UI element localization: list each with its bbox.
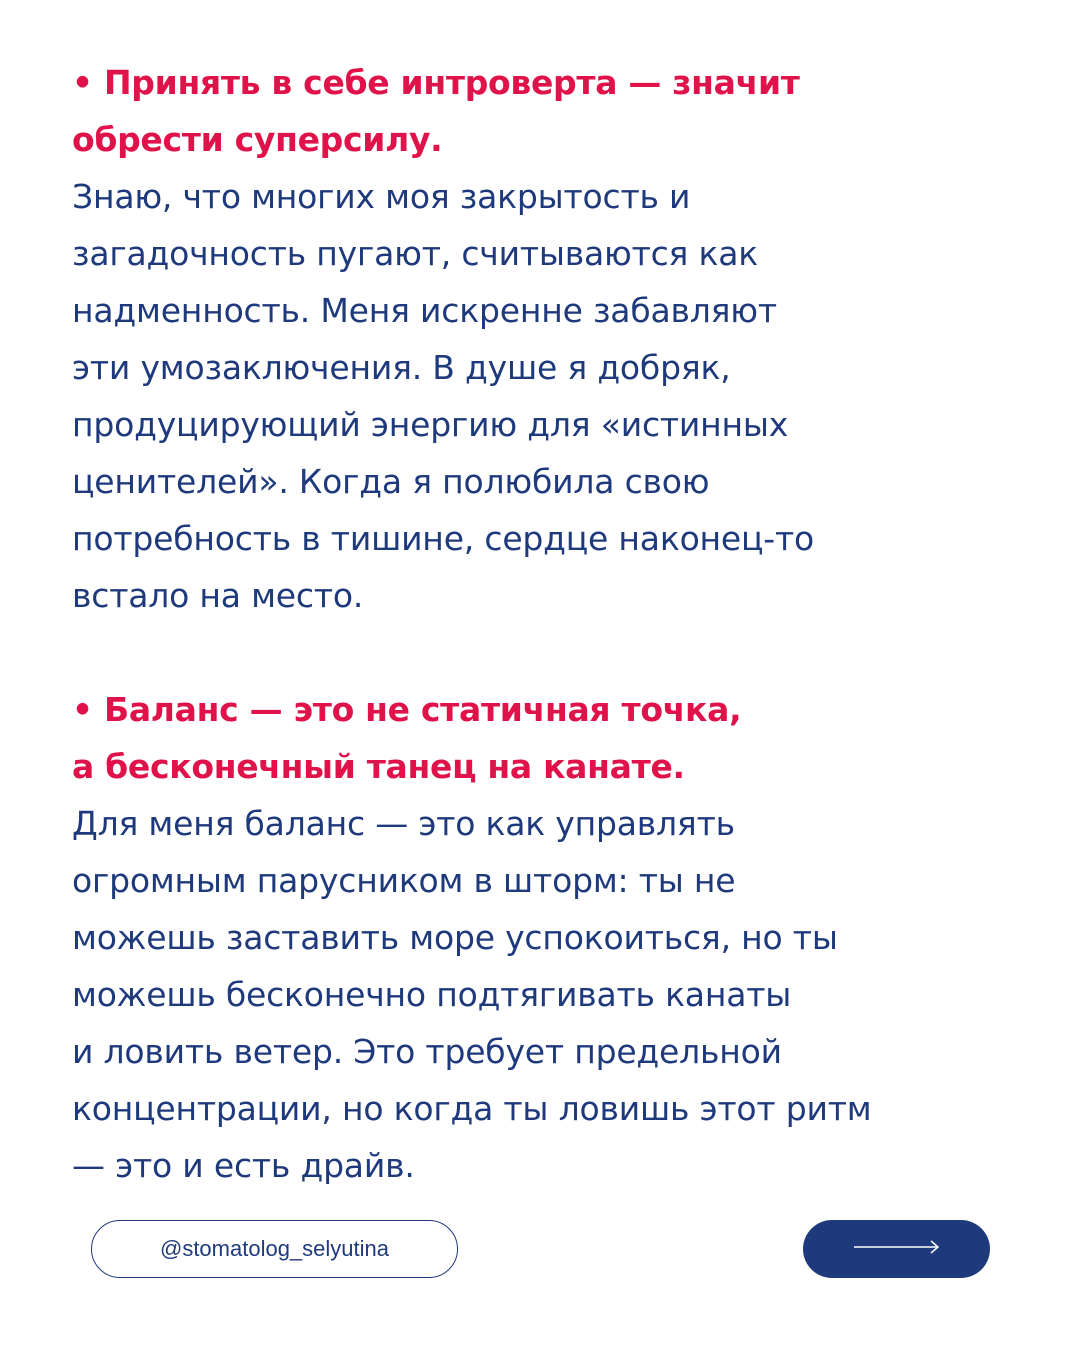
section1-heading-line: обрести суперсилу. [72, 120, 443, 159]
section1-body-line: надменность. Меня искренне забавляют [72, 291, 777, 330]
arrow-right-icon [852, 1239, 942, 1260]
section2-body-line: концентрации, но когда ты ловишь этот ритм [72, 1089, 872, 1128]
section2-heading-line: • Баланс — это не статичная точка, [72, 690, 742, 729]
content [72, 54, 1022, 1194]
section2-heading [72, 681, 1022, 795]
section2-body-line: огромным парусником в шторм: ты не [72, 861, 736, 900]
section2-body-line: и ловить ветер. Это требует предельной [72, 1032, 782, 1071]
section1-body [72, 168, 1022, 624]
section2-body-line: Для меня баланс — это как управлять [72, 804, 735, 843]
section2-body-line: можешь бесконечно подтягивать канаты [72, 975, 792, 1014]
section1-body-line: потребность в тишине, сердце наконец-то [72, 519, 815, 558]
section1-body-line: встало на место. [72, 576, 364, 615]
next-slide-button[interactable] [803, 1220, 990, 1278]
section1-heading-line: • Принять в себе интроверта — значит [72, 63, 800, 102]
section2-heading-line: а бесконечный танец на канате. [72, 747, 685, 786]
section1-body-line: продуцирующий энергию для «истинных [72, 405, 789, 444]
section1-body-line: ценителей». Когда я полюбила свою [72, 462, 710, 501]
section1-heading [72, 54, 1022, 168]
section-spacer [72, 624, 1022, 681]
section1-body-line: эти умозаключения. В душе я добряк, [72, 348, 731, 387]
account-handle-button[interactable] [91, 1220, 458, 1278]
section2-body [72, 795, 1022, 1194]
section1-body-line: Знаю, что многих моя закрытость и [72, 177, 691, 216]
section2-body-line: можешь заставить море успокоиться, но ты [72, 918, 838, 957]
section1-body-line: загадочность пугают, считываются как [72, 234, 758, 273]
section2-body-line: — это и есть драйв. [72, 1146, 415, 1185]
account-handle-label: @stomatolog_selyutina [159, 1236, 389, 1261]
